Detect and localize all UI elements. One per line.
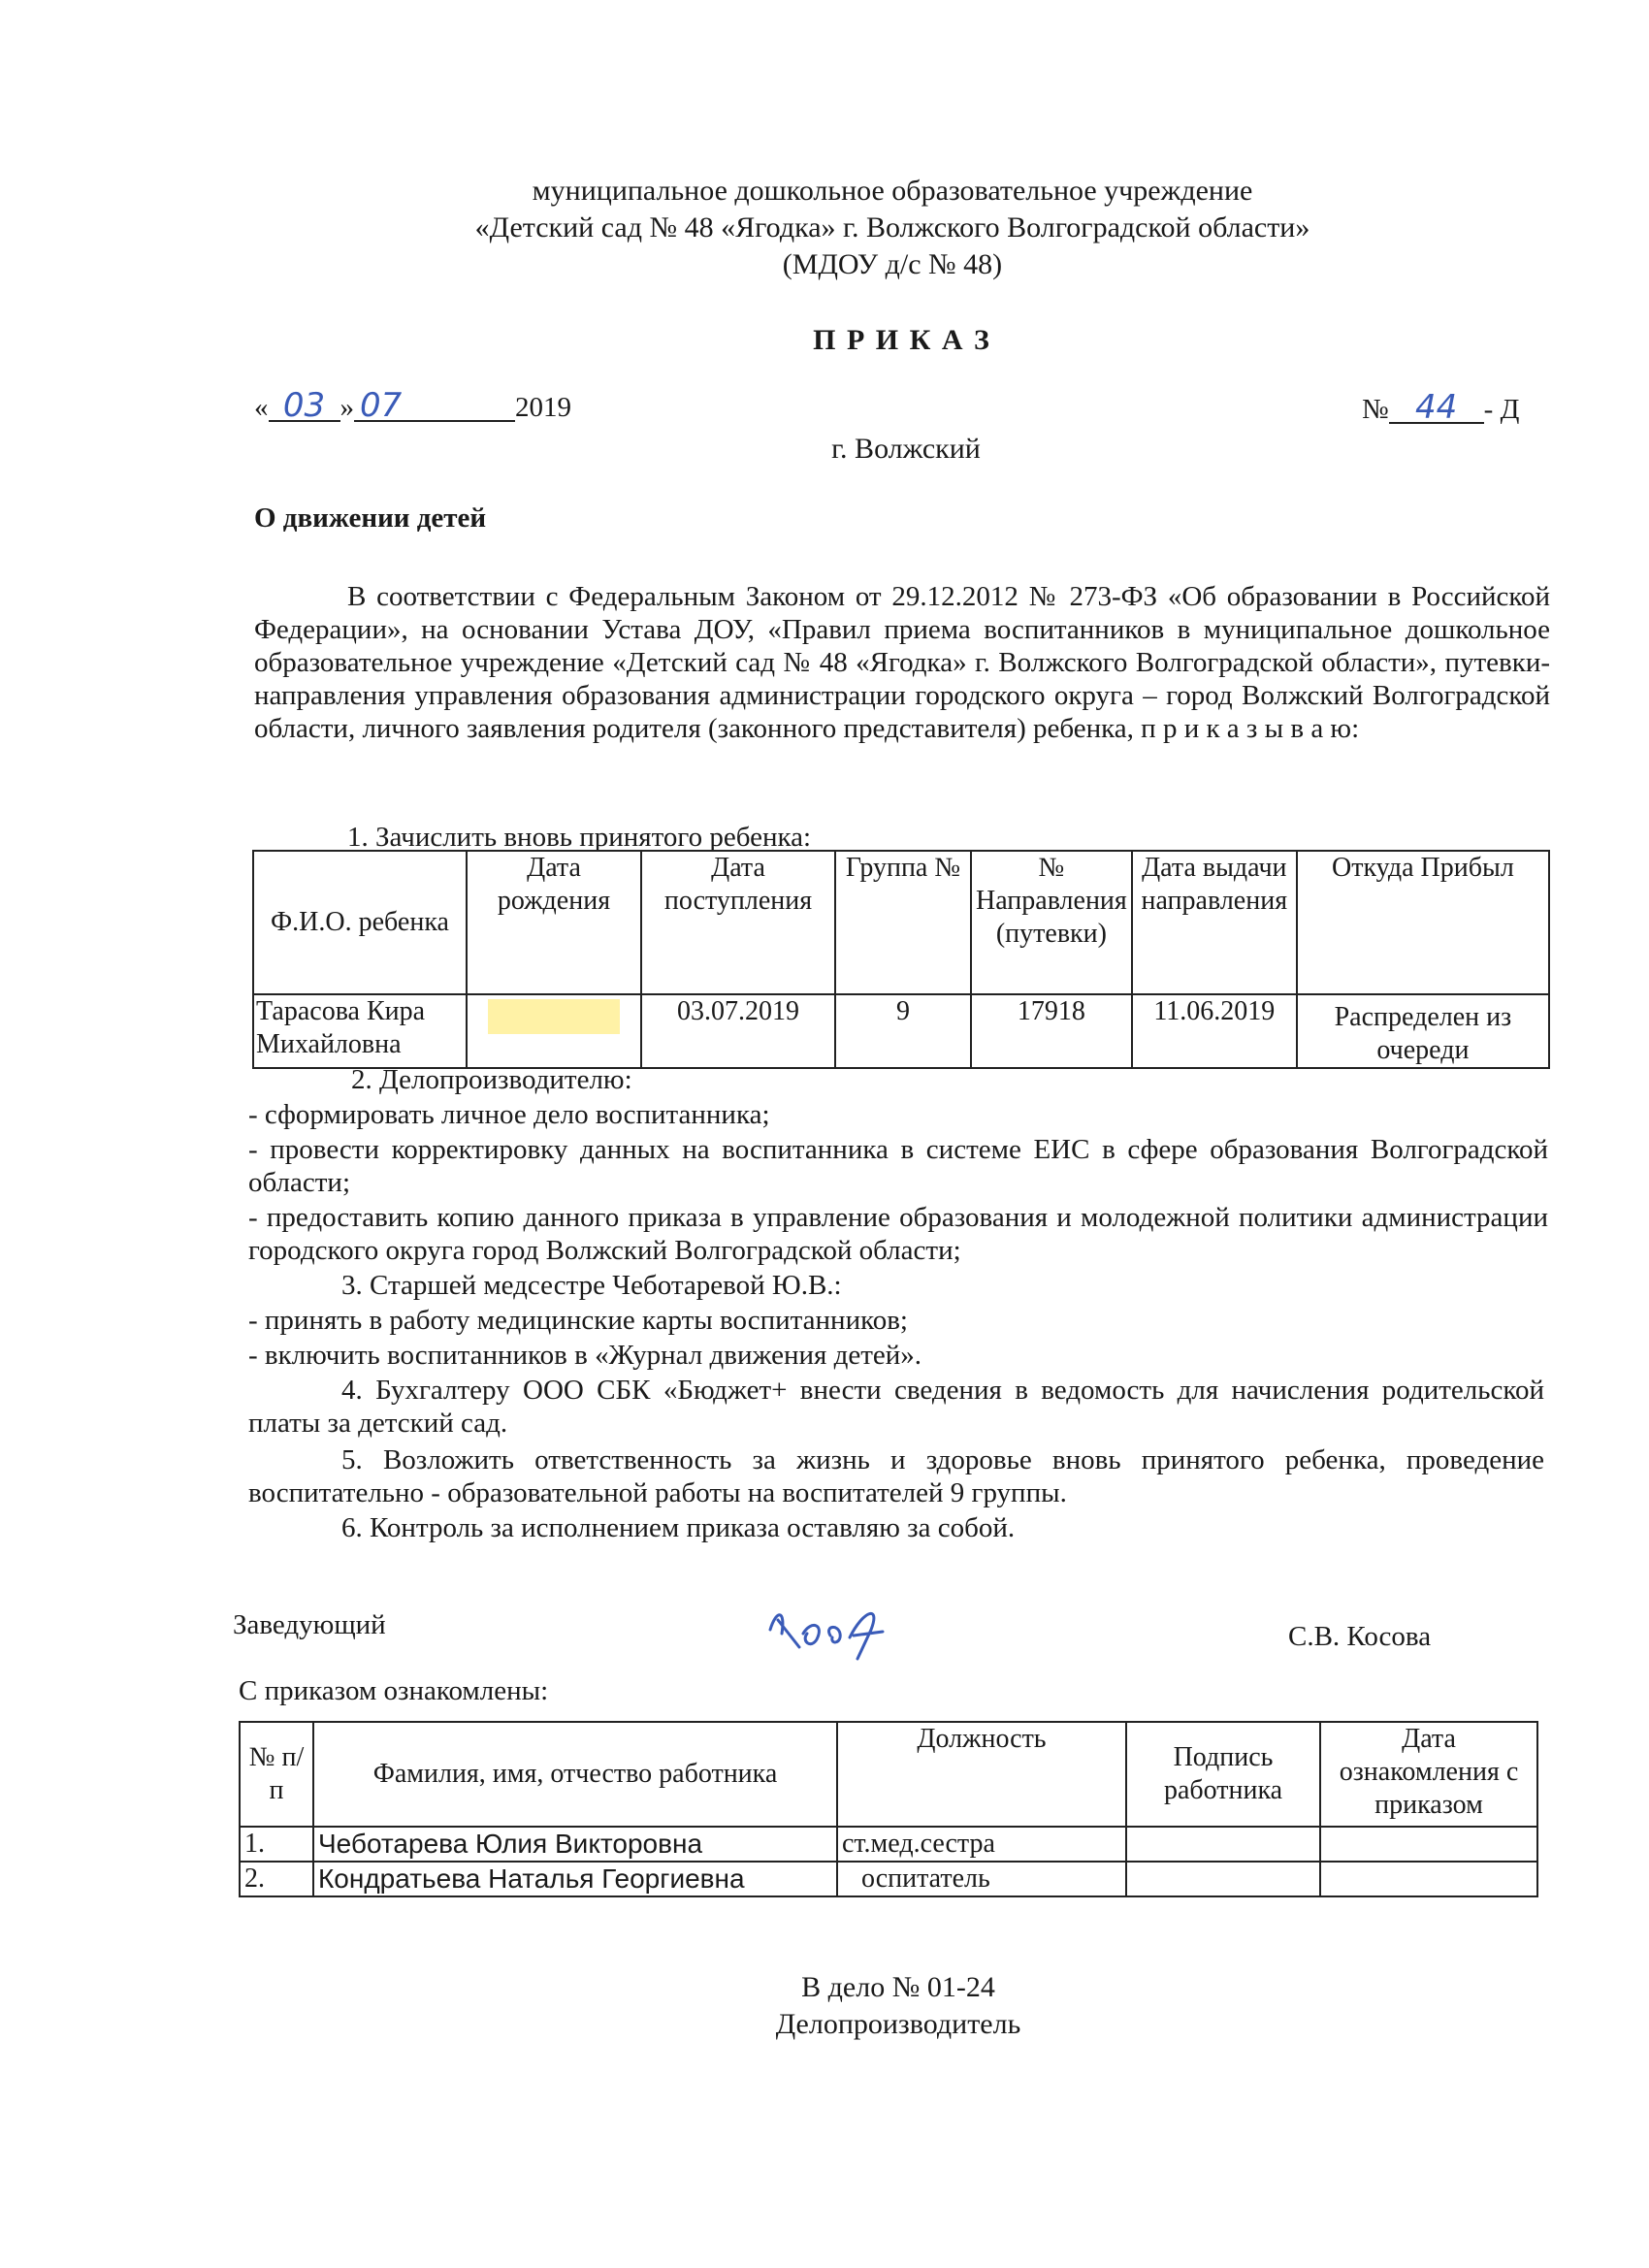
number-value: 44 bbox=[1389, 393, 1484, 424]
org-name-line: «Детский сад № 48 «Ягодка» г. Волжского Волгоградской области» bbox=[474, 211, 1310, 243]
cell-arrival-date: 03.07.2019 bbox=[641, 994, 835, 1068]
cell-row-number: 1. bbox=[240, 1827, 313, 1862]
date-month: 07 bbox=[354, 391, 515, 422]
number-prefix: № bbox=[1362, 394, 1389, 425]
date-open-quote: « bbox=[254, 392, 269, 423]
order-subject: О движении детей bbox=[254, 502, 487, 534]
cell-row-number: 2. bbox=[240, 1862, 313, 1896]
date-day: 03 bbox=[269, 391, 340, 422]
cell-birth-date bbox=[467, 994, 641, 1068]
col-arrival-date: Дата поступления bbox=[641, 851, 835, 994]
item-5: 5. Возложить ответственность за жизнь и здоровье вновь принятого ребенка, проведение воспитательно - образовательной работы на воспитателей 9 группы. bbox=[248, 1444, 1544, 1508]
cell-ack-date bbox=[1320, 1827, 1537, 1862]
item-3-line-2: - включить воспитанников в «Журнал движения детей». bbox=[248, 1340, 922, 1371]
cell-employee-name: Кондратьева Наталья Георгиевна bbox=[313, 1862, 837, 1896]
cell-position: ст.мед.сестра bbox=[837, 1827, 1126, 1862]
ack-title: С приказом ознакомлены: bbox=[239, 1675, 549, 1706]
cell-group: 9 bbox=[835, 994, 971, 1068]
col-position: Должность bbox=[837, 1722, 1126, 1827]
table-row bbox=[240, 1862, 1537, 1896]
signatory-name: С.В. Косова bbox=[1288, 1621, 1432, 1652]
col-birth-date: Дата рождения bbox=[467, 851, 641, 994]
col-row-number: № п/п bbox=[240, 1722, 313, 1827]
col-ack-date: Дата ознакомления с приказом bbox=[1320, 1722, 1537, 1827]
order-date bbox=[254, 386, 571, 425]
city: г. Волжский bbox=[831, 433, 981, 465]
org-short-name: (МДОУ д/с № 48) bbox=[782, 248, 1003, 280]
org-type-line: муниципальное дошкольное образовательное учреждение bbox=[532, 175, 1253, 207]
cell-origin: Распределен из очереди bbox=[1297, 994, 1549, 1068]
cell-referral-number: 17918 bbox=[971, 994, 1132, 1068]
redacted-birth-date bbox=[488, 999, 620, 1034]
item-2-line-1: - сформировать личное дело воспитанника; bbox=[248, 1099, 770, 1130]
col-employee-signature: Подпись работника bbox=[1126, 1722, 1320, 1827]
item-2-line-2: - провести корректировку данных на воспитанника в системе ЕИС в сфере образования Волгоградской области; bbox=[248, 1134, 1548, 1198]
order-number bbox=[1362, 388, 1520, 427]
col-child-name: Ф.И.О. ребенка bbox=[253, 851, 467, 994]
col-referral-number: № Направления (путевки) bbox=[971, 851, 1132, 994]
preamble: В соответствии с Федеральным Законом от 29.12.2012 № 273-ФЗ «Об образовании в Российской Федерации», на основании Устава ДОУ, «Правил приема воспитанников в муниципальное дошкольное образовательное учреждение «Детский сад № 48 «Ягодка» г. Волжского Волгоградской области», путевки-направления управления образования администрации городского округа – город Волжский Волгоградской области, личного заявления родителя (законного представителя) ребенка, п р и к а з ы в а ю: bbox=[254, 581, 1550, 744]
signatory-position: Заведующий bbox=[233, 1609, 386, 1640]
cell-referral-date: 11.06.2019 bbox=[1132, 994, 1297, 1068]
handwritten-signature bbox=[757, 1591, 912, 1669]
item-1: 1. Зачислить вновь принятого ребенка: bbox=[347, 822, 812, 853]
cell-position: оспитатель bbox=[837, 1862, 1126, 1896]
item-4: 4. Бухгалтеру ООО СБК «Бюджет+ внести сведения в ведомость для начисления родительской платы за детский сад. bbox=[248, 1375, 1544, 1439]
item-3-line-1: - принять в работу медицинские карты воспитанников; bbox=[248, 1305, 908, 1336]
cell-employee-name: Чеботарева Юлия Викторовна bbox=[313, 1827, 837, 1862]
col-group: Группа № bbox=[835, 851, 971, 994]
number-suffix: - Д bbox=[1483, 394, 1520, 425]
date-year: 2019 bbox=[515, 392, 571, 423]
item-3: 3. Старшей медсестре Чеботаревой Ю.В.: bbox=[341, 1270, 842, 1301]
clerk-label: Делопроизводитель bbox=[775, 2008, 1021, 2040]
table-row bbox=[240, 1827, 1537, 1862]
item-2: 2. Делопроизводителю: bbox=[351, 1064, 632, 1095]
col-origin: Откуда Прибыл bbox=[1297, 851, 1549, 994]
col-employee-name: Фамилия, имя, отчество работника bbox=[313, 1722, 837, 1827]
cell-ack-date bbox=[1320, 1862, 1537, 1896]
doc-title: П Р И К А З bbox=[813, 324, 991, 356]
item-6: 6. Контроль за исполнением приказа оставляю за собой. bbox=[341, 1512, 1016, 1543]
acknowledgement-table bbox=[239, 1721, 1538, 1897]
col-referral-date: Дата выдачи направления bbox=[1132, 851, 1297, 994]
file-reference: В дело № 01-24 bbox=[801, 1971, 995, 2003]
date-close-quote: » bbox=[340, 392, 354, 423]
cell-signature bbox=[1126, 1827, 1320, 1862]
enrollment-table bbox=[252, 850, 1550, 1069]
cell-signature bbox=[1126, 1862, 1320, 1896]
item-2-line-3: - предоставить копию данного приказа в управление образования и молодежной политики администрации городского округа город Волжский Волгоградской области; bbox=[248, 1202, 1548, 1266]
cell-child-name: Тарасова Кира Михайловна bbox=[253, 994, 467, 1068]
